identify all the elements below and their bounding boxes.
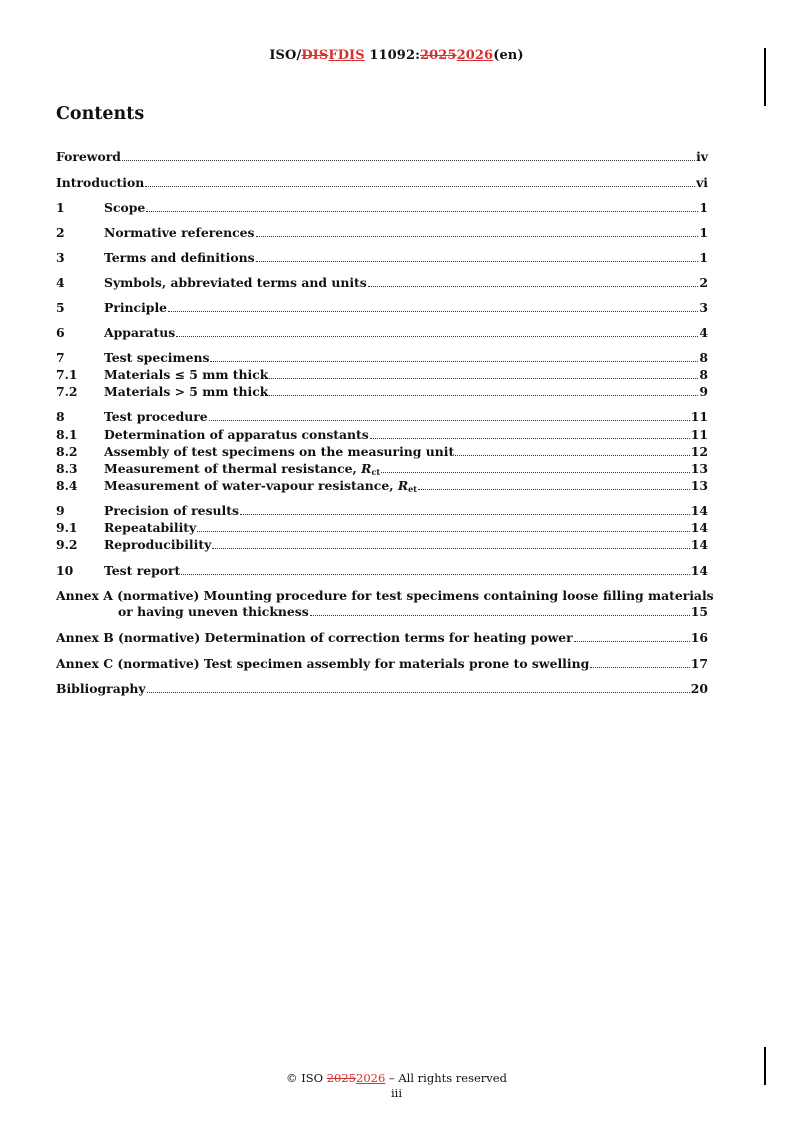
toc-entry-title [104, 478, 417, 497]
toc-entry-page: 3 [699, 300, 708, 315]
toc-entry-title [56, 604, 309, 619]
toc-entry-title [104, 300, 167, 315]
header-inserted-year: 2026 [456, 48, 494, 63]
toc-entry-title [104, 503, 239, 518]
toc-leader-dots [418, 479, 690, 490]
toc-leader-dots [310, 605, 690, 616]
toc-entry[interactable] [56, 175, 708, 190]
toc-entry-number: 9 [56, 503, 65, 518]
toc-entry-page: 14 [690, 563, 708, 578]
toc-entry[interactable] [56, 427, 708, 442]
toc-entry-title-text: Measurement of water-vapour resistance, [104, 478, 398, 493]
toc-entry-page: 11 [690, 409, 708, 424]
toc-entry-title [104, 537, 211, 552]
toc-entry-page: 8 [699, 367, 708, 382]
toc-entry[interactable] [56, 225, 708, 240]
toc-entry-title [104, 520, 196, 535]
toc-leader-dots [181, 564, 689, 575]
toc-entry-title [56, 630, 573, 645]
toc-entry[interactable] [56, 630, 708, 645]
toc-leader-dots [122, 150, 695, 161]
toc-leader-dots [147, 682, 690, 693]
toc-entry-page: 14 [690, 537, 708, 552]
toc-entry[interactable] [56, 563, 708, 578]
toc-entry-page: 1 [699, 225, 708, 240]
header-prefix: ISO/ [269, 48, 302, 63]
toc-entry-number: 9.2 [56, 537, 78, 552]
toc-entry[interactable] [56, 149, 708, 164]
toc-entry-title-text: Scope [104, 200, 146, 215]
toc-entry-page: 11 [690, 427, 708, 442]
toc-leader-dots [269, 385, 698, 396]
toc-entry-page: 15 [690, 604, 708, 619]
toc-entry-title [56, 175, 144, 190]
toc-entry-title-text: Reproducibility [104, 537, 212, 552]
toc-leader-dots [455, 445, 690, 456]
toc-entry[interactable] [56, 300, 708, 315]
toc-entry[interactable] [56, 200, 708, 215]
toc-entry[interactable] [56, 537, 708, 552]
toc-entry-title-text: Materials ≤ 5 mm thick [104, 367, 269, 382]
page-number: iii [390, 1086, 403, 1100]
toc-entry-page: vi [696, 175, 708, 190]
toc-entry-number: 1 [56, 200, 65, 215]
toc-entry-number: 7 [56, 350, 65, 365]
toc-entry-page: 1 [699, 200, 708, 215]
toc-leader-dots [269, 368, 698, 379]
toc-entry-page: 16 [690, 630, 708, 645]
toc-entry-title-text: Assembly of test specimens on the measuring unit [104, 444, 455, 459]
toc-entry-title [104, 367, 268, 382]
toc-entry-title-text: Annex B (normative) Determination of correction terms for heating power [56, 630, 573, 645]
toc-entry-title-text: Test report [104, 563, 181, 578]
toc-entry-number: 4 [56, 275, 65, 290]
toc-entry-title-text: Test specimens [104, 350, 210, 365]
toc-entry-title-text: Annex C (normative) Test specimen assembly for materials prone to swelling [56, 656, 590, 671]
toc-entry-page: 8 [699, 350, 708, 365]
toc-leader-dots [209, 410, 690, 421]
toc-entry-title [104, 427, 369, 442]
toc-entry-number: 5 [56, 300, 65, 315]
toc-entry-title-text: Foreword [56, 149, 121, 164]
toc-entry-page: 14 [690, 520, 708, 535]
toc-leader-dots [256, 251, 699, 262]
header-deleted-year: 2025 [420, 48, 457, 63]
toc-entry-title-text: Introduction [56, 175, 145, 190]
toc-entry-number: 7.1 [56, 367, 78, 382]
toc-leader-dots [240, 504, 690, 515]
toc-entry-title-text: Principle [104, 300, 168, 315]
toc-leader-dots [574, 631, 690, 642]
toc-entry-title-text: Determination of apparatus constants [104, 427, 369, 442]
toc-entry-title-text: Measurement of thermal resistance, [104, 461, 362, 476]
toc-entry[interactable] [56, 604, 708, 619]
toc-entry[interactable] [56, 350, 708, 365]
toc-entry-title-text: Materials > 5 mm thick [104, 384, 269, 399]
toc-entry-number: 8.1 [56, 427, 78, 442]
toc-entry-number: 6 [56, 325, 65, 340]
toc-entry-title-text: Precision of results [104, 503, 239, 518]
toc-entry[interactable] [56, 444, 708, 459]
toc-entry-symbol-subscript: et [408, 484, 417, 494]
toc-entry-title-text: Terms and definitions [104, 250, 255, 265]
toc-entry-title-text: Normative references [104, 225, 255, 240]
header-lang: (en) [493, 48, 524, 63]
toc-entry-number: 8 [56, 409, 65, 424]
toc-entry-number: 8.4 [56, 478, 78, 493]
toc-entry[interactable] [56, 275, 708, 290]
toc-leader-dots [176, 326, 698, 337]
toc-entry-number: 3 [56, 250, 65, 265]
toc-entry-title-text: Repeatability [104, 520, 197, 535]
toc-entry[interactable] [56, 503, 708, 518]
toc-entry-page: 17 [690, 656, 708, 671]
toc-entry-symbol: R [397, 478, 409, 493]
footer-inserted-year: 2026 [356, 1071, 386, 1085]
toc-entry-number: 2 [56, 225, 65, 240]
toc-leader-dots [212, 538, 689, 549]
footer-prefix: © ISO [286, 1071, 327, 1085]
toc-entry[interactable] [56, 250, 708, 265]
toc-entry-page: 14 [690, 503, 708, 518]
change-bar-top [764, 48, 766, 106]
toc-entry-number: 8.3 [56, 461, 78, 476]
toc-entry-number: 8.2 [56, 444, 78, 459]
toc-entry[interactable] [56, 367, 708, 382]
toc-leader-dots [145, 176, 695, 187]
toc-entry[interactable] [56, 384, 708, 399]
toc-entry-title [104, 384, 268, 399]
toc-entry[interactable] [56, 461, 708, 476]
toc-entry-number: 7.2 [56, 384, 78, 399]
toc-leader-dots [168, 301, 698, 312]
toc-entry-title-text: Apparatus [104, 325, 176, 340]
toc-entry-title [104, 250, 255, 265]
footer-suffix: – All rights reserved [385, 1071, 507, 1085]
toc-entry[interactable] [56, 520, 708, 535]
toc-leader-dots [590, 657, 690, 668]
toc-leader-dots [381, 462, 690, 473]
toc-leader-dots [368, 276, 699, 287]
footer-deleted-year: 2025 [326, 1071, 356, 1085]
toc-entry-title [56, 656, 589, 671]
contents-title: Contents [56, 104, 145, 124]
toc-entry-symbol-subscript: ct [371, 467, 381, 477]
toc-entry[interactable] [56, 681, 708, 696]
toc-entry-page: 12 [690, 444, 708, 459]
toc-entry-title-text: Symbols, abbreviated terms and units [104, 275, 367, 290]
toc-leader-dots [146, 201, 698, 212]
toc-entry-page: 13 [690, 461, 708, 476]
header-number: 11092: [364, 48, 420, 63]
toc-entry-title-text: Annex A (normative) Mounting procedure for test specimens containing loose filling materials [56, 588, 714, 603]
document-header [0, 48, 793, 63]
toc-entry[interactable] [56, 588, 714, 603]
toc-entry-title [104, 325, 175, 340]
toc-entry-title [104, 225, 255, 240]
header-inserted-stage: FDIS [328, 48, 365, 63]
toc-entry[interactable] [56, 478, 708, 493]
toc-entry-number: 9.1 [56, 520, 78, 535]
toc-entry-page: 9 [699, 384, 708, 399]
toc-leader-dots [256, 226, 699, 237]
toc-entry[interactable] [56, 325, 708, 340]
toc-entry-title [104, 350, 209, 365]
toc-entry[interactable] [56, 409, 708, 424]
toc-entry-title [104, 444, 454, 459]
toc-entry-page: 20 [690, 681, 708, 696]
header-deleted-stage: DIS [301, 48, 329, 63]
toc-leader-dots [197, 521, 690, 532]
document-footer [0, 1071, 793, 1100]
toc-entry-title [56, 149, 121, 164]
toc-leader-dots [210, 351, 698, 362]
toc-entry-symbol: R [361, 461, 372, 476]
toc-entry-title [56, 588, 714, 603]
toc-entry-title-text: Bibliography [56, 681, 146, 696]
toc-entry-page: 13 [690, 478, 708, 493]
toc-entry-page: iv [696, 149, 708, 164]
toc-entry-title [104, 200, 145, 215]
toc-entry-title [104, 409, 208, 424]
toc-entry-title [56, 681, 146, 696]
toc-entry-title-text: or having uneven thickness [118, 604, 309, 619]
toc-entry[interactable] [56, 656, 708, 671]
toc-entry-title [104, 275, 367, 290]
toc-entry-page: 1 [699, 250, 708, 265]
toc-leader-dots [370, 428, 690, 439]
toc-entry-number: 10 [56, 563, 74, 578]
toc-entry-page: 2 [699, 275, 708, 290]
toc-entry-title-text: Test procedure [104, 409, 208, 424]
toc-entry-title [104, 563, 180, 578]
toc-entry-page: 4 [699, 325, 708, 340]
